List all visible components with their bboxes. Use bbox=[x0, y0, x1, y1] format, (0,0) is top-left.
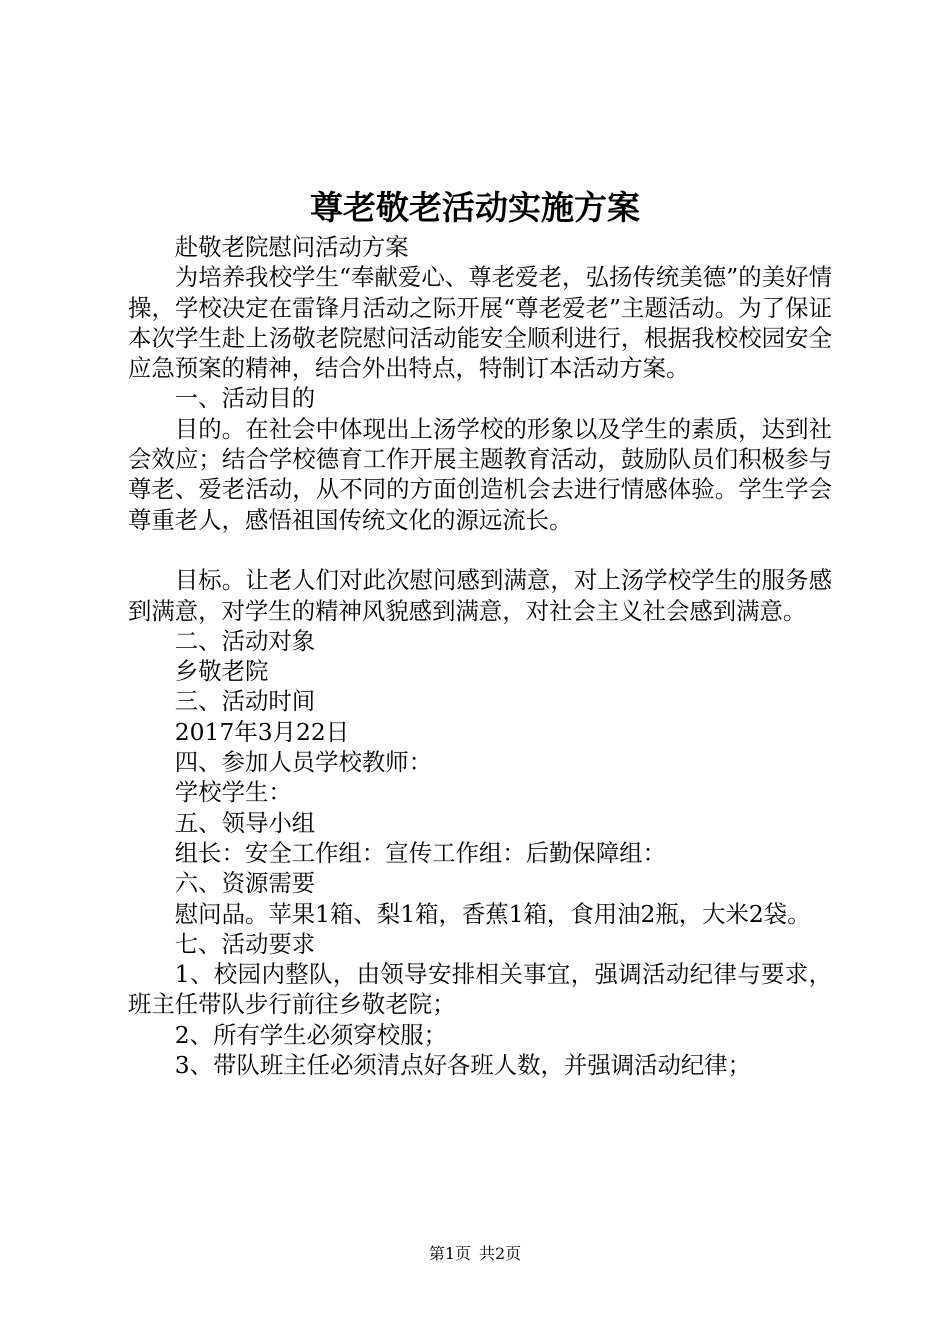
section-heading: 六、资源需要 bbox=[174, 869, 316, 898]
page-footer bbox=[0, 1244, 950, 1264]
body-line: 组长：安全工作组：宣传工作组：后勤保障组： bbox=[174, 838, 666, 867]
page-total: 共2页 bbox=[479, 1244, 522, 1263]
requirement-item: 3、带队班主任必须清点好各班人数，并强调活动纪律； bbox=[174, 1051, 752, 1080]
section-heading: 四、参加人员学校教师： bbox=[174, 748, 433, 777]
section-heading: 二、活动对象 bbox=[174, 626, 316, 655]
section-heading: 三、活动时间 bbox=[174, 687, 316, 716]
subtitle-paragraph: 赴敬老院慰问活动方案 bbox=[174, 233, 409, 261]
body-line: 学校学生： bbox=[174, 778, 292, 807]
blank-line bbox=[128, 535, 832, 565]
body-line: 2017年3月22日 bbox=[174, 717, 350, 746]
page-number: 第1页 bbox=[428, 1244, 471, 1263]
intro-paragraph: 为培养我校学生“奉献爱心、尊老爱老，弘扬传统美德”的美好情操，学校决定在雷锋月活动之际开展“尊老爱老”主题活动。为了保证本次学生赴上汤敬老院慰问活动能安全顺利进行，根据我校校园安全应急预案的精神，结合外出特点，特制订本活动方案。 bbox=[128, 263, 832, 383]
document-title: 尊老敬老活动实施方案 bbox=[310, 188, 640, 227]
body-line: 乡敬老院 bbox=[174, 657, 269, 686]
section-heading: 五、领导小组 bbox=[174, 808, 316, 837]
section-heading: 一、活动目的 bbox=[174, 384, 316, 413]
requirement-item: 1、校园内整队，由领导安排相关事宜，强调活动纪律与要求，班主任带队步行前往乡敬老院； bbox=[128, 960, 832, 1019]
resources-paragraph: 慰问品。苹果1箱、梨1箱，香蕉1箱，食用油2瓶，大米2袋。 bbox=[174, 899, 811, 928]
section-heading: 七、活动要求 bbox=[174, 929, 316, 958]
goal-paragraph: 目标。让老人们对此次慰问感到满意，对上汤学校学生的服务感到满意，对学生的精神风貌感到满意，对社会主义社会感到满意。 bbox=[128, 566, 832, 625]
document-body bbox=[128, 232, 832, 1080]
purpose-paragraph: 目的。在社会中体现出上汤学校的形象以及学生的素质，达到社会效应；结合学校德育工作开展主题教育活动，鼓励队员们积极参与尊老、爱老活动，从不同的方面创造机会去进行情感体验。学生学会尊重老人，感悟祖国传统文化的源远流长。 bbox=[128, 414, 832, 534]
requirement-item: 2、所有学生必须穿校服； bbox=[174, 1020, 447, 1049]
